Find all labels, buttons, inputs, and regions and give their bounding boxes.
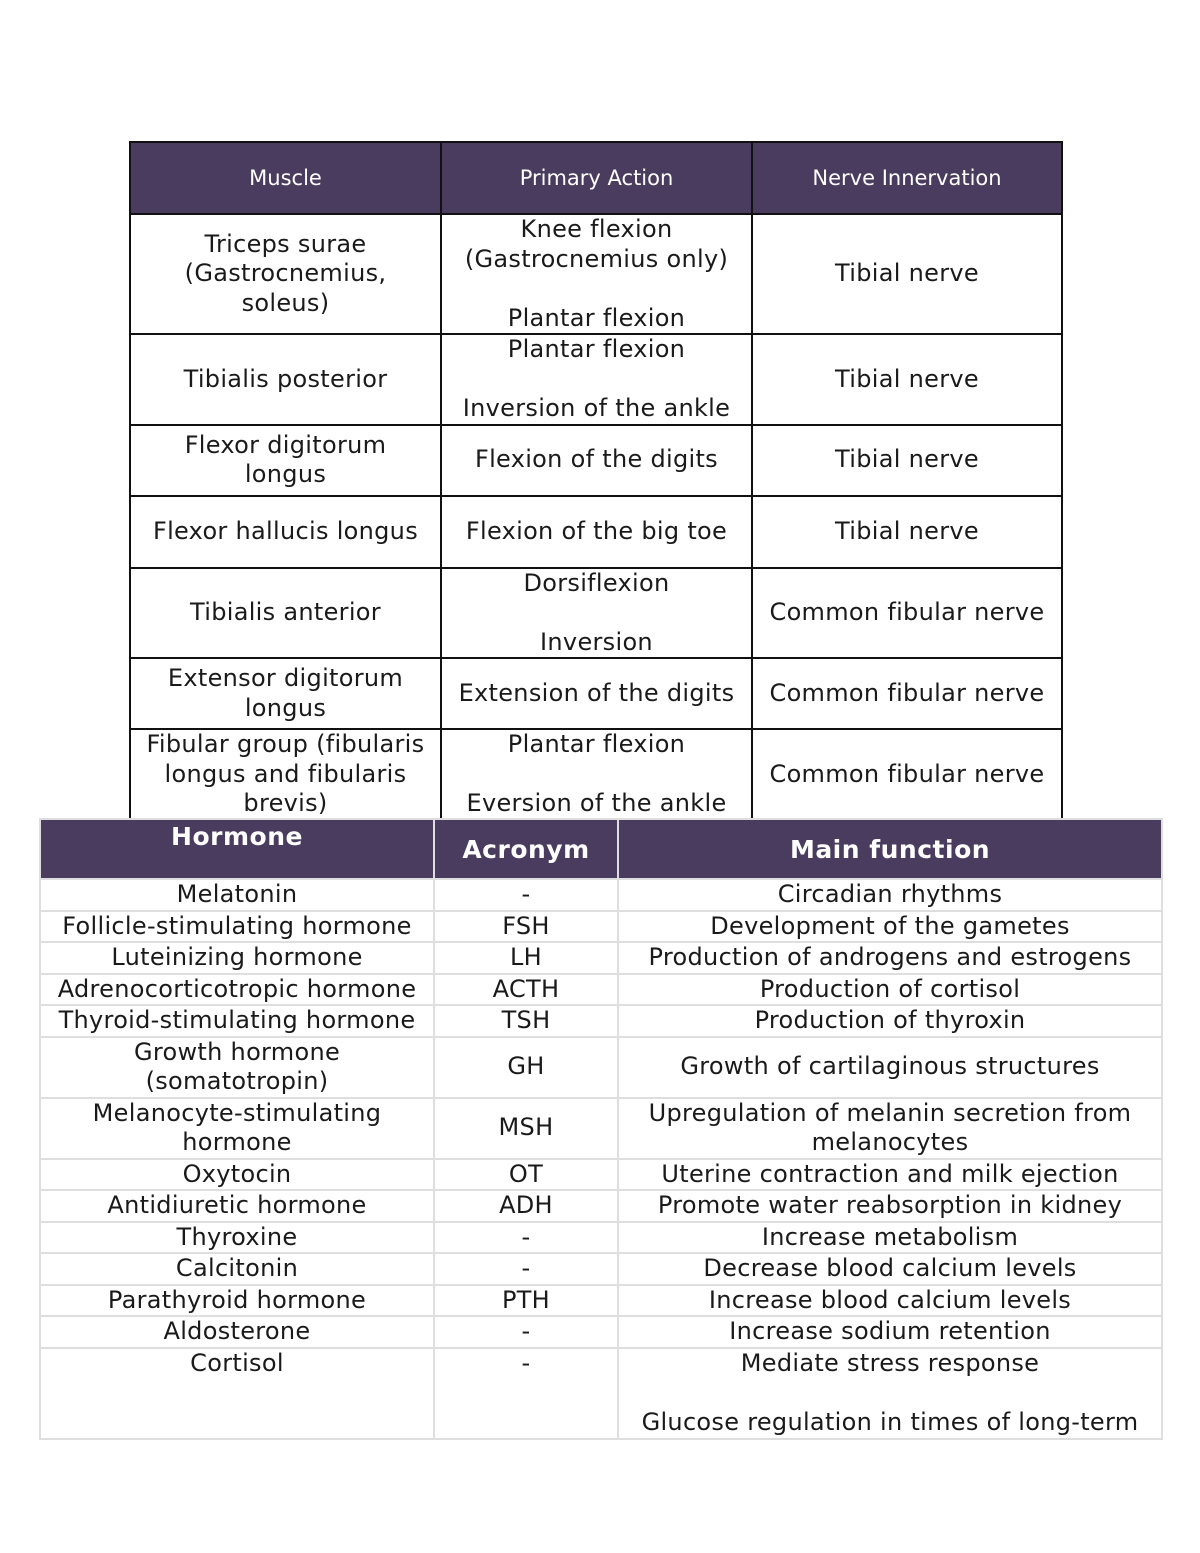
hormone-cell: Growth hormone (somatotropin) [40, 1037, 434, 1098]
acronym-cell: - [434, 1253, 618, 1285]
table-row [40, 1285, 1162, 1317]
hormone-cell: Melanocyte-stimulating hormone [40, 1098, 434, 1159]
hormone-table-header-row [40, 819, 1162, 879]
table-row [130, 658, 1062, 729]
table-row [40, 1159, 1162, 1191]
main-function-cell: Mediate stress response Glucose regulation in times of long-term [618, 1348, 1162, 1439]
main-function-cell: Growth of cartilaginous structures [618, 1037, 1162, 1098]
acronym-cell: OT [434, 1159, 618, 1191]
acronym-cell: - [434, 1222, 618, 1254]
main-function-cell: Upregulation of melanin secretion from melanocytes [618, 1098, 1162, 1159]
main-function-column-header: Main function [618, 819, 1162, 879]
hormone-cell: Cortisol [40, 1348, 434, 1439]
main-function-cell: Uterine contraction and milk ejection [618, 1159, 1162, 1191]
table-row [40, 1098, 1162, 1159]
acronym-cell: GH [434, 1037, 618, 1098]
table-row [40, 911, 1162, 943]
primary-action-cell: Flexion of the big toe [441, 496, 752, 568]
main-function-cell: Production of androgens and estrogens [618, 942, 1162, 974]
hormone-cell: Thyroxine [40, 1222, 434, 1254]
main-function-cell: Circadian rhythms [618, 879, 1162, 911]
muscle-cell: Triceps surae (Gastrocnemius, soleus) [130, 214, 441, 334]
hormone-cell: Thyroid-stimulating hormone [40, 1005, 434, 1037]
table-row [130, 425, 1062, 496]
nerve-cell: Tibial nerve [752, 496, 1062, 568]
table-row [40, 1005, 1162, 1037]
nerve-cell: Common fibular nerve [752, 658, 1062, 729]
muscle-cell: Tibialis anterior [130, 568, 441, 659]
primary-action-column-header: Primary Action [441, 142, 752, 214]
hormone-cell: Aldosterone [40, 1316, 434, 1348]
muscle-cell: Tibialis posterior [130, 334, 441, 425]
main-function-cell: Production of cortisol [618, 974, 1162, 1006]
primary-action-cell: Extension of the digits [441, 658, 752, 729]
primary-action-cell: Plantar flexion Eversion of the ankle [441, 729, 752, 820]
main-function-cell: Decrease blood calcium levels [618, 1253, 1162, 1285]
hormone-cell: Oxytocin [40, 1159, 434, 1191]
hormone-cell: Antidiuretic hormone [40, 1190, 434, 1222]
hormone-table [39, 818, 1163, 1440]
muscle-cell: Flexor digitorum longus [130, 425, 441, 496]
table-row [130, 334, 1062, 425]
nerve-innervation-column-header: Nerve Innervation [752, 142, 1062, 214]
table-row [130, 496, 1062, 568]
acronym-cell: LH [434, 942, 618, 974]
table-row [40, 974, 1162, 1006]
table-row [40, 879, 1162, 911]
hormone-cell: Luteinizing hormone [40, 942, 434, 974]
table-row [40, 1190, 1162, 1222]
table-row [40, 1037, 1162, 1098]
hormone-cell: Parathyroid hormone [40, 1285, 434, 1317]
acronym-cell: ACTH [434, 974, 618, 1006]
primary-action-cell: Knee flexion (Gastrocnemius only) Plantar flexion [441, 214, 752, 334]
table-row [40, 1253, 1162, 1285]
acronym-cell: PTH [434, 1285, 618, 1317]
main-function-cell: Increase sodium retention [618, 1316, 1162, 1348]
main-function-cell: Production of thyroxin [618, 1005, 1162, 1037]
muscle-table [129, 141, 1063, 821]
acronym-column-header: Acronym [434, 819, 618, 879]
main-function-cell: Increase blood calcium levels [618, 1285, 1162, 1317]
nerve-cell: Common fibular nerve [752, 568, 1062, 659]
acronym-cell: - [434, 1316, 618, 1348]
hormone-column-header: Hormone [40, 819, 434, 879]
muscle-table-header-row [130, 142, 1062, 214]
nerve-cell: Tibial nerve [752, 214, 1062, 334]
main-function-cell: Increase metabolism [618, 1222, 1162, 1254]
table-row [40, 942, 1162, 974]
nerve-cell: Common fibular nerve [752, 729, 1062, 820]
main-function-cell: Promote water reabsorption in kidney [618, 1190, 1162, 1222]
table-row [40, 1222, 1162, 1254]
acronym-cell: FSH [434, 911, 618, 943]
acronym-cell: TSH [434, 1005, 618, 1037]
muscle-column-header: Muscle [130, 142, 441, 214]
hormone-cell: Adrenocorticotropic hormone [40, 974, 434, 1006]
muscle-cell: Flexor hallucis longus [130, 496, 441, 568]
primary-action-cell: Flexion of the digits [441, 425, 752, 496]
nerve-cell: Tibial nerve [752, 334, 1062, 425]
acronym-cell: - [434, 1348, 618, 1439]
table-row [130, 729, 1062, 820]
primary-action-cell: Dorsiflexion Inversion [441, 568, 752, 659]
table-row [40, 1348, 1162, 1439]
muscle-cell: Extensor digitorum longus [130, 658, 441, 729]
table-row [130, 568, 1062, 659]
muscle-cell: Fibular group (fibularis longus and fibularis brevis) [130, 729, 441, 820]
nerve-cell: Tibial nerve [752, 425, 1062, 496]
acronym-cell: - [434, 879, 618, 911]
hormone-cell: Calcitonin [40, 1253, 434, 1285]
acronym-cell: ADH [434, 1190, 618, 1222]
primary-action-cell: Plantar flexion Inversion of the ankle [441, 334, 752, 425]
acronym-cell: MSH [434, 1098, 618, 1159]
hormone-cell: Melatonin [40, 879, 434, 911]
hormone-cell: Follicle-stimulating hormone [40, 911, 434, 943]
table-row [130, 214, 1062, 334]
main-function-cell: Development of the gametes [618, 911, 1162, 943]
table-row [40, 1316, 1162, 1348]
